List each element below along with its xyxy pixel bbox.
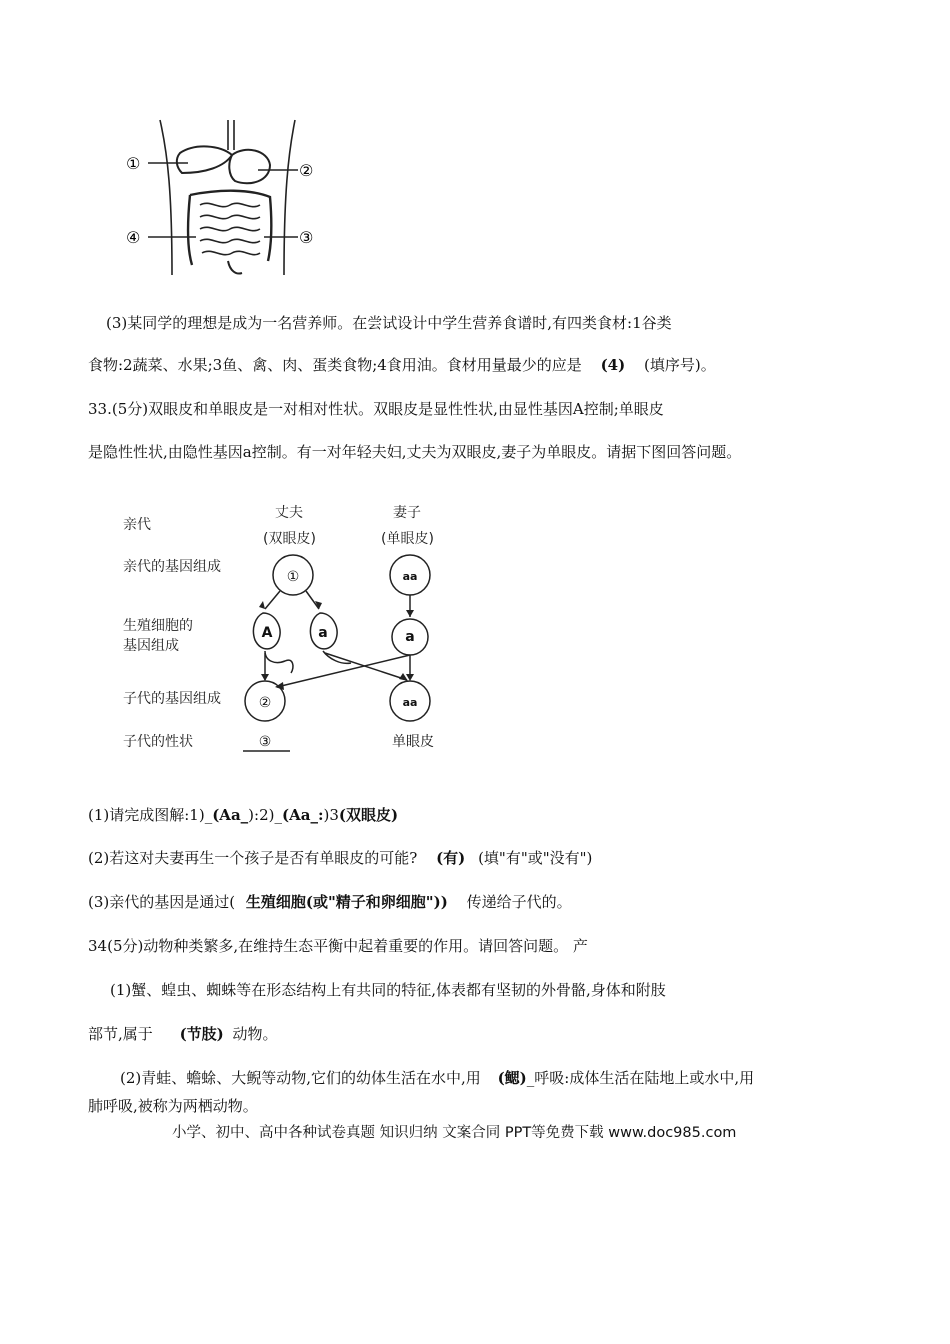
page-footer: 小学、初中、高中各种试卷真题 知识归纳 文案合同 PPT等免费下载 www.doc985.com (172, 1125, 737, 1141)
child1-gene: ② (258, 695, 272, 711)
q34-p1-line1: (1)蟹、蝗虫、蜘蛛等在形态结构上有共同的特征,体表都有坚韧的外骨骼,身体和附肢 (110, 981, 666, 999)
q33-a1-mid2: )3 (323, 806, 339, 824)
figure1-label-2: ② (299, 161, 314, 180)
child2-gene: aa (402, 696, 418, 709)
q33-a1-prefix: (1)请完成图解:1)_ (88, 806, 213, 824)
q32-3-line1: (3)某同学的理想是成为一名营养师。在尝试设计中学生营养食谱时,有四类食材:1谷类 (106, 314, 672, 332)
q33-a2-suffix: (填"有"或"没有") (478, 849, 593, 867)
q33-a2-prefix: (2)若这对夫妻再生一个孩子是否有单眼皮的可能? (88, 849, 418, 867)
q33-a2-answer: (有) (436, 849, 466, 867)
q34-p1-line2 (88, 1024, 278, 1044)
husband-trait: (双眼皮) (263, 531, 316, 547)
child2-trait: 单眼皮 (392, 734, 434, 750)
q33-line1: 33.(5分)双眼皮和单眼皮是一对相对性状。双眼皮是显性性状,由显性基因A控制;单眼皮 (88, 400, 664, 418)
q33-a3-answer: 生殖细胞(或"精子和卵细胞")) (245, 893, 448, 911)
q34-line1: 34(5分)动物种类繁多,在维持生态平衡中起着重要的作用。请回答问题。 产 (88, 937, 588, 955)
husband-label: 丈夫 (275, 505, 303, 521)
inheritance-diagram (115, 495, 455, 760)
q33-a1-value-2: (Aa_: (281, 806, 324, 824)
q32-3-text-b: (填序号)。 (644, 356, 716, 374)
q33-answer-1 (88, 805, 398, 825)
row-label-germ-1: 生殖细胞的 (123, 618, 193, 634)
q33-a1-mid: ):2)_ (248, 806, 282, 824)
row-label-germ-2: 基因组成 (123, 638, 179, 654)
q33-line2: 是隐性性状,由隐性基因a控制。有一对年轻夫妇,丈夫为双眼皮,妻子为单眼皮。请据下图回答问题。 (88, 443, 742, 461)
row-label-parent-gene: 亲代的基因组成 (123, 559, 221, 575)
row-label-parent: 亲代 (123, 517, 151, 533)
q33-a3-prefix: (3)亲代的基因是通过( (88, 893, 236, 911)
figure1-label-4: ④ (126, 228, 141, 247)
wife-gene: aa (402, 570, 418, 583)
q34-p2-line2: 肺呼吸,被称为两栖动物。 (88, 1097, 258, 1115)
germ-a-husband: a (318, 625, 328, 641)
digestive-system-figure (120, 115, 320, 280)
q34-p2-text-b: _呼吸:成体生活在陆地上或水中,用 (526, 1069, 755, 1087)
q32-3-line2 (88, 355, 716, 375)
q33-a1-value-1: (Aa_ (212, 806, 249, 824)
q32-3-answer: (4) (600, 356, 626, 374)
q33-a1-value-3: (双眼皮) (338, 806, 399, 824)
germ-a-wife: a (405, 629, 415, 645)
husband-gene: ① (286, 569, 300, 585)
row-label-child-gene: 子代的基因组成 (123, 691, 221, 707)
row-label-child-trait: 子代的性状 (123, 734, 193, 750)
q34-p2-answer: (鳃) (497, 1069, 527, 1087)
q34-p2-text-a: (2)青蛙、蟾蜍、大鲵等动物,它们的幼体生活在水中,用 (120, 1069, 481, 1087)
q33-answer-3 (88, 892, 572, 912)
q34-p1-text-a: 部节,属于 (88, 1025, 153, 1043)
q34-p1-answer: (节肢) (179, 1025, 224, 1043)
figure1-label-3: ③ (299, 228, 314, 247)
germ-A: A (261, 625, 273, 641)
q32-3-text-a: 食物:2蔬菜、水果;3鱼、禽、肉、蛋类食物;4食用油。食材用量最少的应是 (88, 356, 582, 374)
q33-a3-suffix: 传递给子代的。 (466, 893, 572, 911)
q34-p1-text-b: 动物。 (232, 1025, 278, 1043)
figure1-label-1: ① (126, 154, 141, 173)
wife-trait: (单眼皮) (381, 531, 434, 547)
q34-p2-line1 (120, 1068, 754, 1088)
wife-label: 妻子 (393, 505, 421, 521)
child1-trait: ③ (258, 734, 272, 750)
q33-answer-2 (88, 848, 592, 868)
